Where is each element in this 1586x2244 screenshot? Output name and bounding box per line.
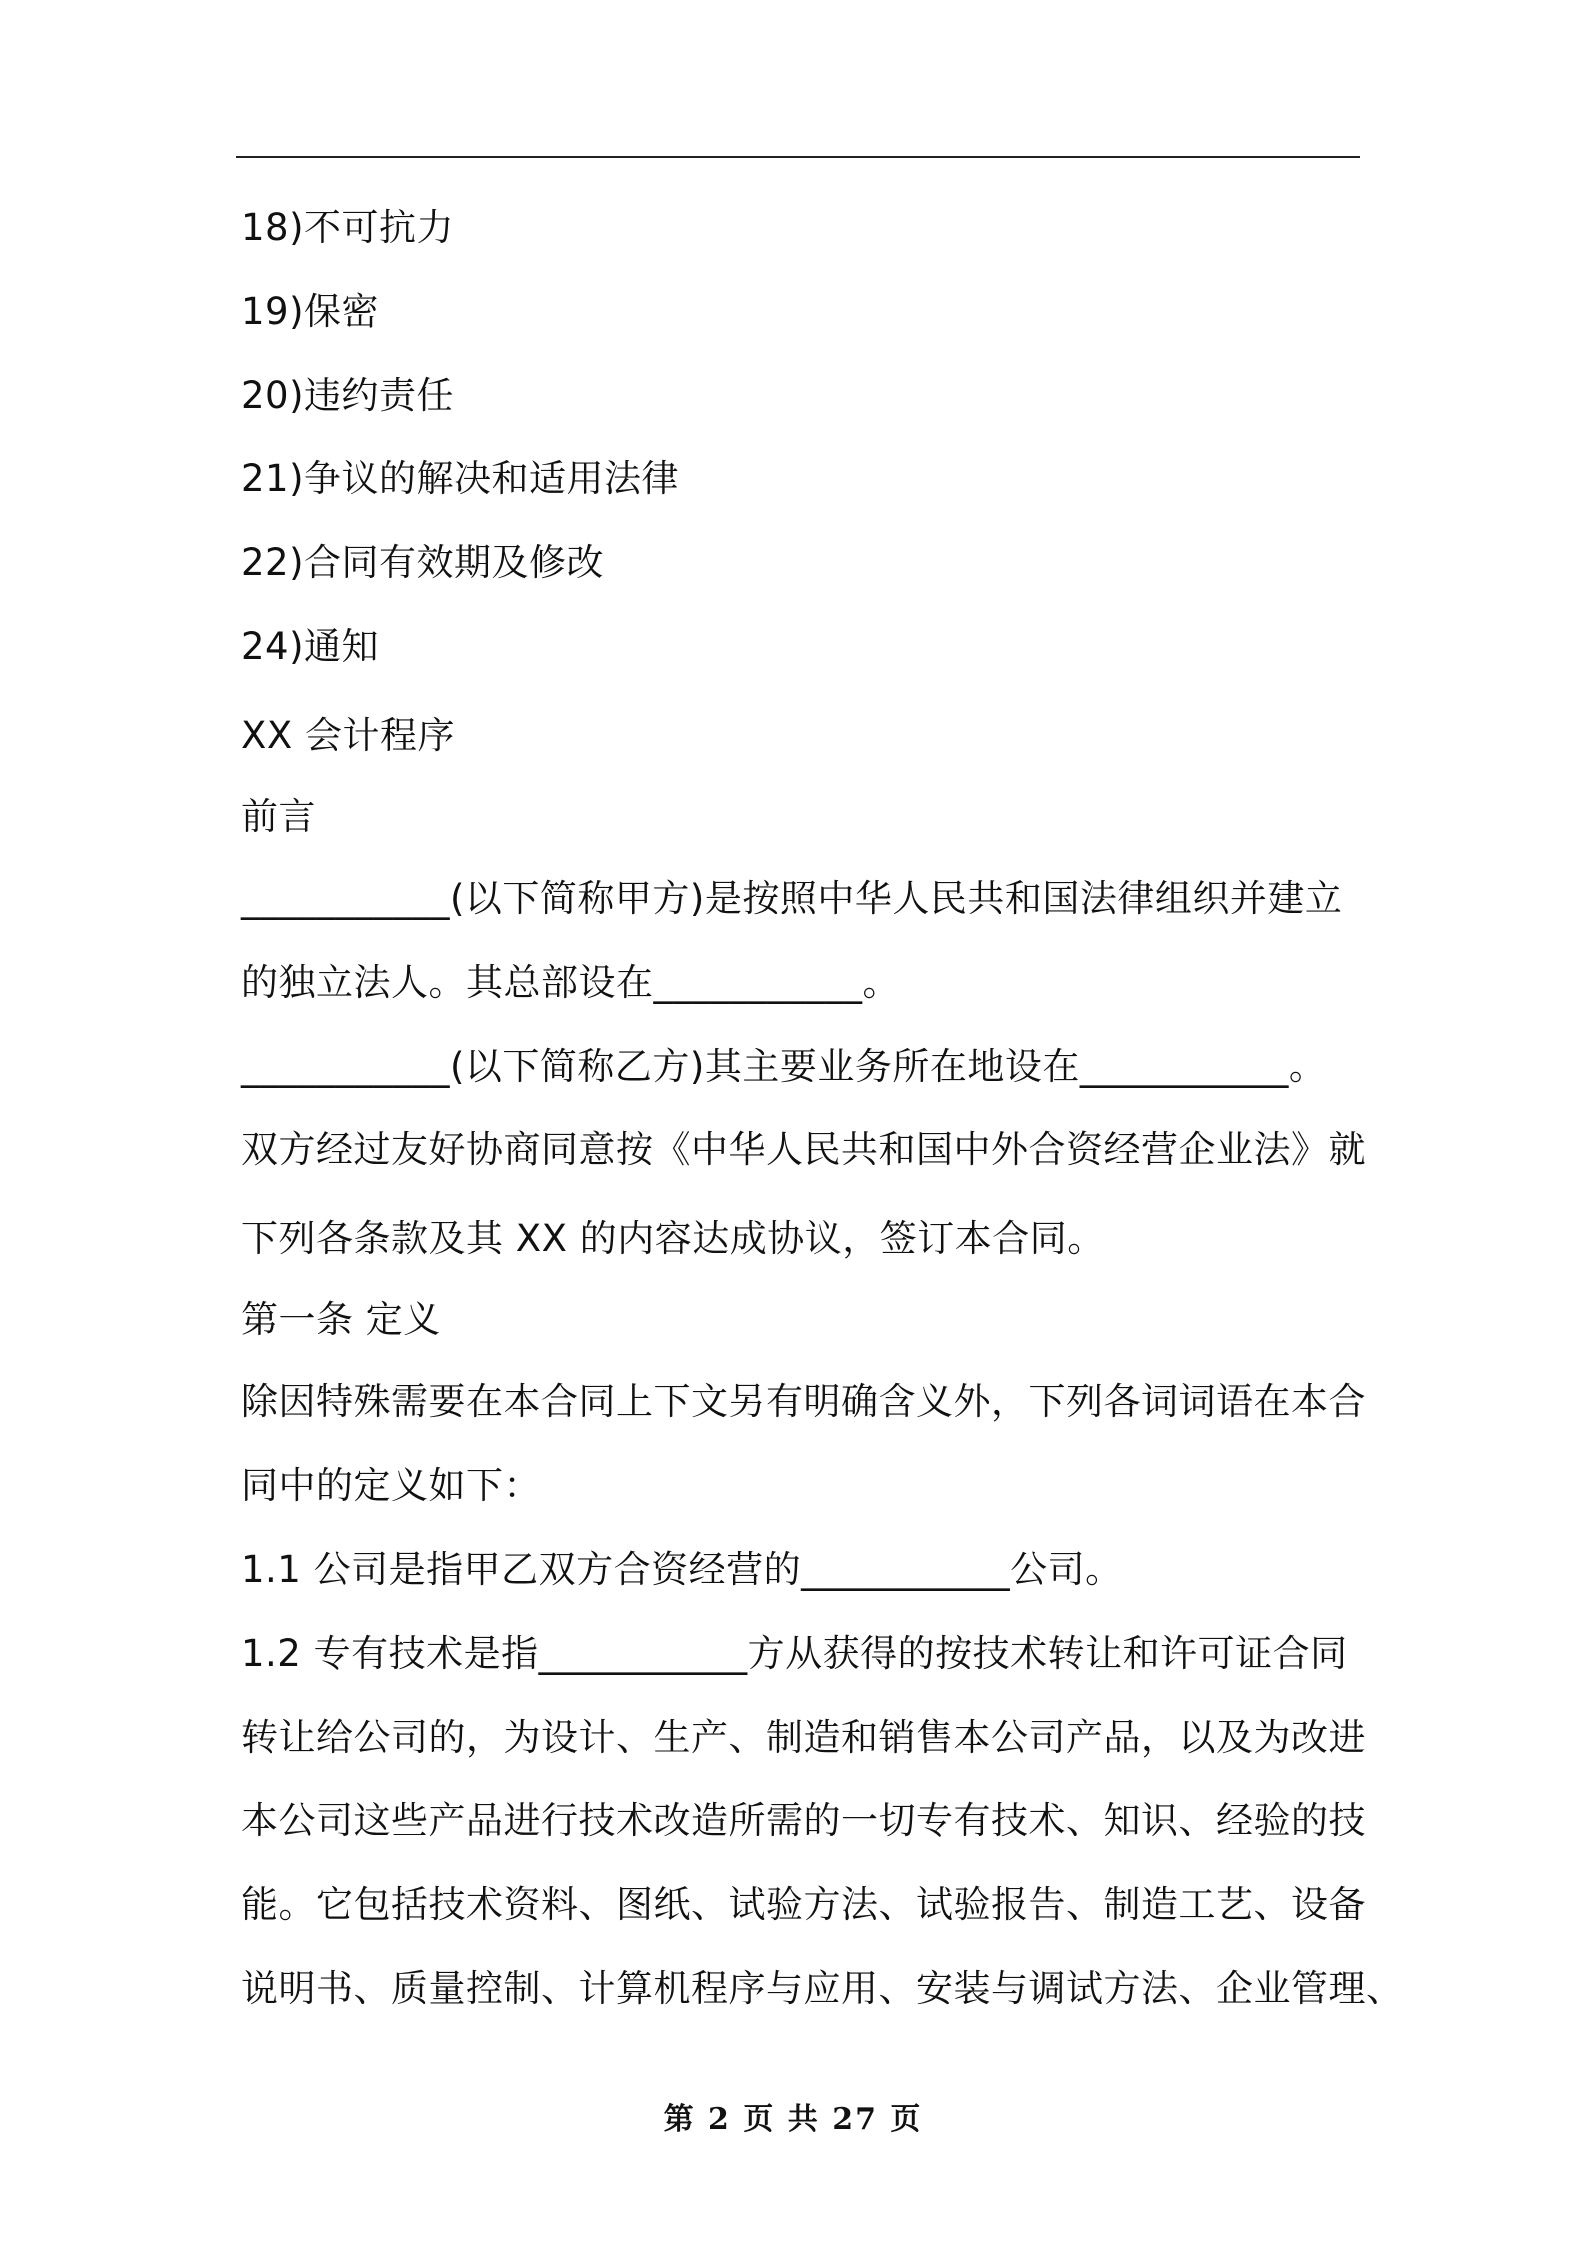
body-line: 本公司这些产品进行技术改造所需的一切专有技术、知识、经验的技 bbox=[241, 1799, 1366, 1842]
body-line: ___________(以下简称乙方)其主要业务所在地设在___________。 bbox=[241, 1045, 1327, 1088]
body-line: 同中的定义如下： bbox=[241, 1464, 541, 1507]
toc-item-19: 19)保密 bbox=[241, 290, 380, 333]
body-line: 说明书、质量控制、计算机程序与应用、安装与调试方法、企业管理、 bbox=[241, 1967, 1404, 2010]
article-heading: 第一条 定义 bbox=[241, 1298, 441, 1341]
body-line: 的独立法人。其总部设在___________。 bbox=[241, 961, 900, 1004]
toc-item-21: 21)争议的解决和适用法律 bbox=[241, 457, 680, 500]
section-heading: XX 会计程序 bbox=[241, 714, 455, 757]
toc-item-24: 24)通知 bbox=[241, 625, 380, 668]
toc-item-18: 18)不可抗力 bbox=[241, 206, 455, 249]
clause-1-1: 1.1 公司是指甲乙双方合资经营的___________公司。 bbox=[241, 1548, 1123, 1591]
body-line: 下列各条款及其 XX 的内容达成协议，签订本合同。 bbox=[241, 1217, 1105, 1260]
page-number: 第 2 页 共 27 页 bbox=[663, 2102, 923, 2137]
toc-item-20: 20)违约责任 bbox=[241, 374, 455, 417]
body-line: 除因特殊需要在本合同上下文另有明确含义外，下列各词词语在本合 bbox=[241, 1380, 1366, 1423]
preamble-heading: 前言 bbox=[241, 795, 316, 838]
clause-1-2: 1.2 专有技术是指___________方从获得的按技术转让和许可证合同 bbox=[241, 1632, 1348, 1675]
body-line: 能。它包括技术资料、图纸、试验方法、试验报告、制造工艺、设备 bbox=[241, 1883, 1366, 1926]
body-line: 转让给公司的，为设计、生产、制造和销售本公司产品，以及为改进 bbox=[241, 1716, 1366, 1759]
header-rule bbox=[236, 156, 1360, 158]
toc-item-22: 22)合同有效期及修改 bbox=[241, 541, 605, 584]
body-line: ___________(以下简称甲方)是按照中华人民共和国法律组织并建立 bbox=[241, 877, 1343, 920]
body-line: 双方经过友好协商同意按《中华人民共和国中外合资经营企业法》就 bbox=[241, 1128, 1366, 1171]
